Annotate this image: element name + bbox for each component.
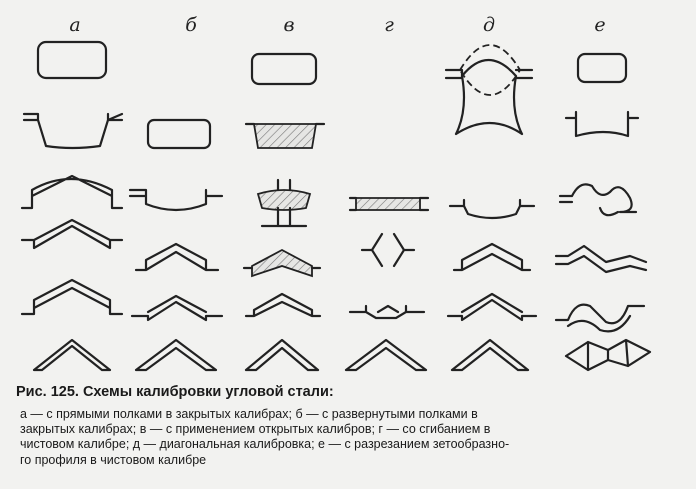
caption-line: закрытых калибрах; в — с применением открытых калибров; г — со сгибанием в xyxy=(20,422,491,437)
v-pass-3 xyxy=(252,250,312,276)
column-label-e: е xyxy=(594,14,606,36)
caption-line: го профиля в чистовом калибре xyxy=(20,452,207,467)
g-pass-2 xyxy=(362,234,414,266)
e-pass-1 xyxy=(566,112,638,136)
column-label-v: в xyxy=(283,14,295,36)
column-d-passes xyxy=(446,45,536,370)
v-pass-5 xyxy=(246,340,318,370)
a-pass-3 xyxy=(22,220,122,248)
d-pass-3 xyxy=(454,244,530,270)
column-v-passes xyxy=(244,54,324,370)
a-pass-1 xyxy=(24,114,122,148)
figure-caption-body xyxy=(20,407,688,468)
column-b-passes xyxy=(130,120,222,370)
a-pass-2 xyxy=(22,176,122,208)
column-g-passes xyxy=(346,198,428,370)
e-pass-2 xyxy=(560,184,636,215)
g-pass-3 xyxy=(350,306,424,318)
v-billet xyxy=(252,54,316,84)
e-billet xyxy=(578,54,626,82)
figure-caption-title: Рис. 125. Схемы калибровки угловой стали: xyxy=(16,384,334,400)
v-pass-1 xyxy=(254,124,316,148)
column-e-passes xyxy=(556,54,650,370)
caption-line: а — с прямыми полками в закрытых калибрах; б — с развернутыми полками в xyxy=(20,407,478,421)
d-pass-5 xyxy=(452,340,528,370)
b-pass-4 xyxy=(132,296,222,320)
b-pass-1 xyxy=(148,120,210,148)
e-pass-3 xyxy=(556,246,646,272)
column-a-passes xyxy=(22,42,122,370)
b-pass-2 xyxy=(130,190,222,210)
b-pass-5 xyxy=(136,340,216,370)
column-label-d: д xyxy=(482,14,496,36)
d-pass-4 xyxy=(448,294,536,320)
column-label-a: а xyxy=(69,14,81,36)
d-pass-2 xyxy=(450,200,534,218)
caption-line: чистовом калибре; д — диагональная калибровка; е — с разрезанием зетообразно- xyxy=(20,437,510,452)
v-pass-4 xyxy=(246,294,320,316)
a-billet xyxy=(38,42,106,78)
e-pass-5 xyxy=(566,340,650,370)
b-pass-3 xyxy=(136,244,218,270)
g-pass-1 xyxy=(356,198,420,210)
column-label-g: г xyxy=(384,14,394,36)
d-pass-1 xyxy=(446,60,532,134)
e-pass-4 xyxy=(556,305,644,332)
a-pass-4 xyxy=(22,280,122,314)
v-pass-2 xyxy=(258,190,310,210)
a-pass-5 xyxy=(34,340,110,370)
g-pass-4 xyxy=(346,340,426,370)
column-label-b: б xyxy=(185,14,197,36)
